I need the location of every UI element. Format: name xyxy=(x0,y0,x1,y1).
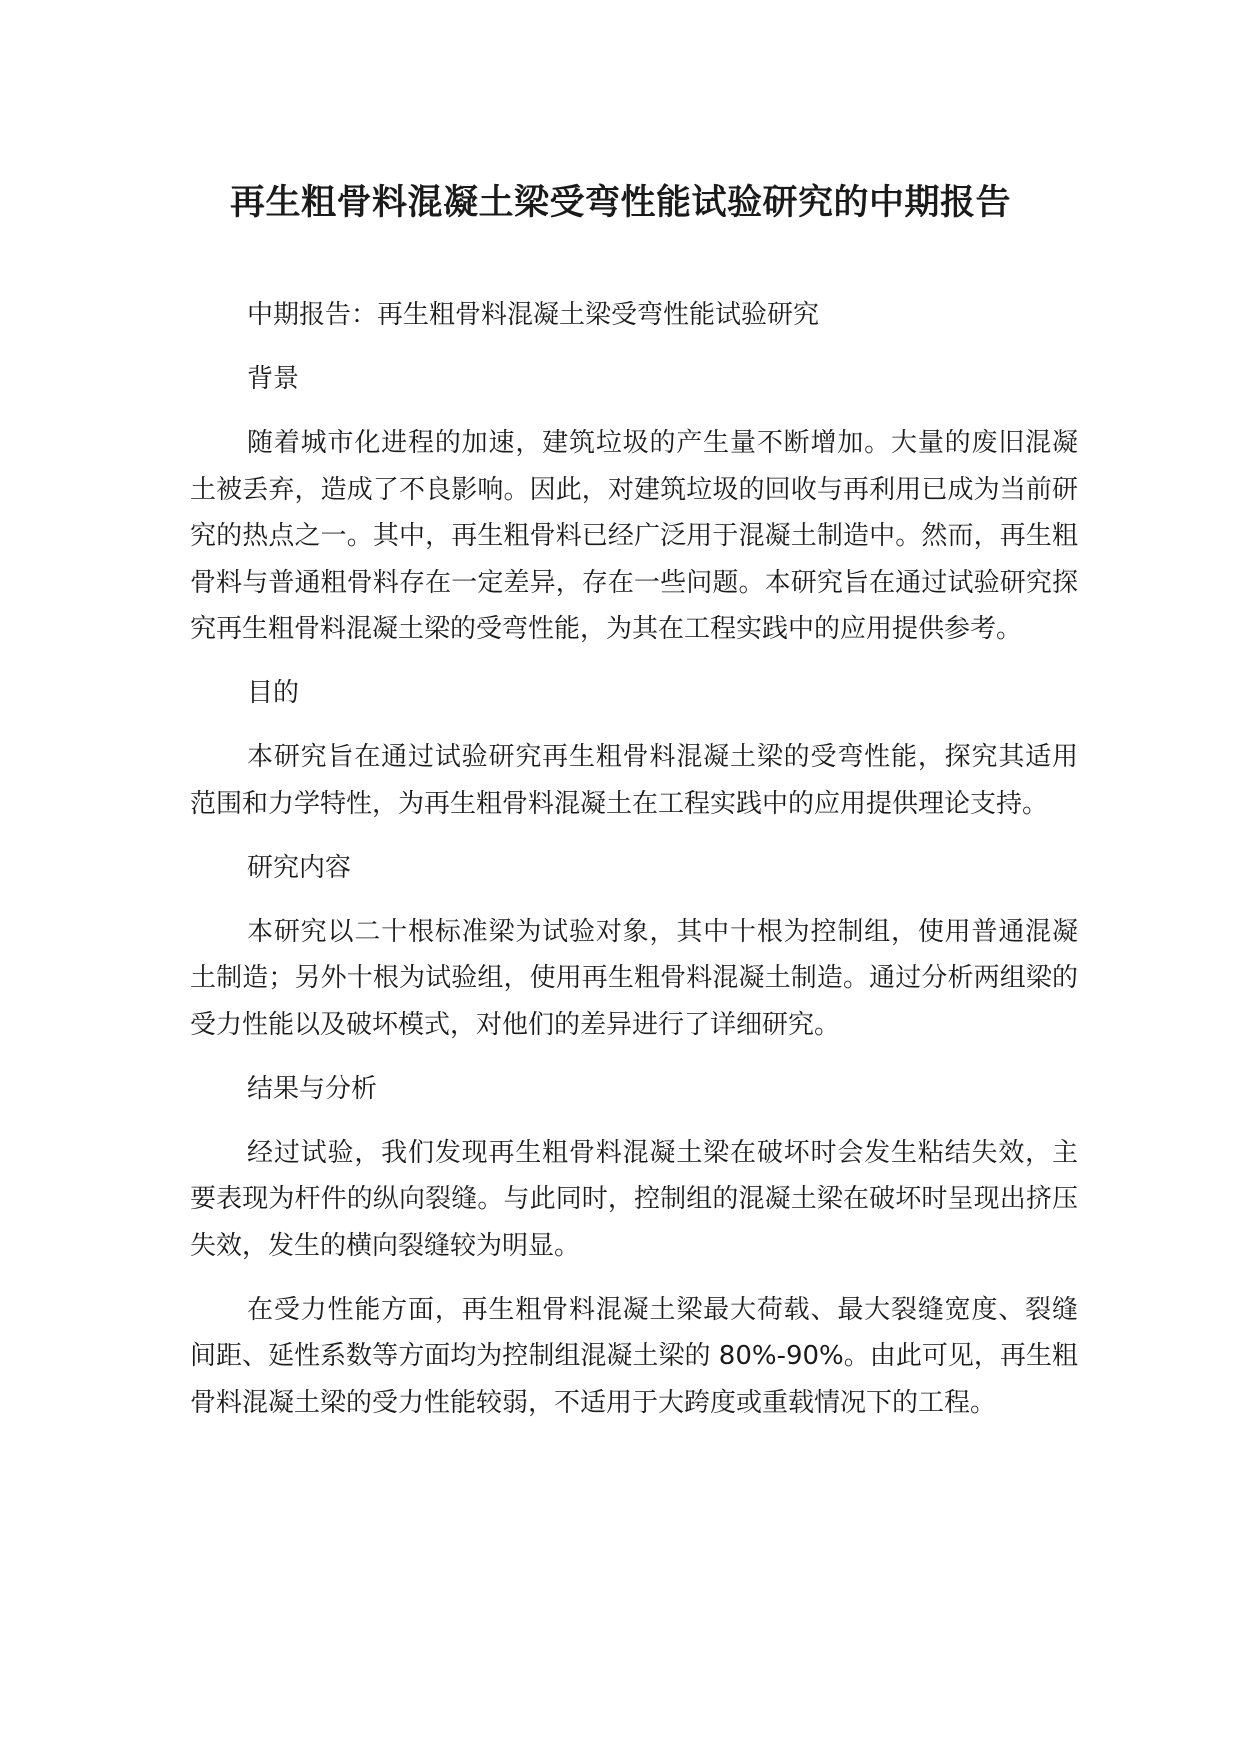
section-heading-results: 结果与分析 xyxy=(247,1073,378,1104)
section-heading-background: 背景 xyxy=(247,364,300,394)
section-heading-purpose: 目的 xyxy=(247,678,300,708)
content-paragraph: 本研究以二十根标准梁为试验对象，其中十根为控制组，使用普通混凝土制造；另外十根为试验组，使用再生粗骨料混凝土制造。通过分析两组梁的受力性能以及破坏模式，对他们的差异进行了详细研究。 xyxy=(190,916,1078,1040)
results-paragraph-1: 经过试验，我们发现再生粗骨料混凝土梁在破坏时会发生粘结失效，主要表现为杆件的纵向裂缝。与此同时，控制组的混凝土梁在破坏时呈现出挤压失效，发生的横向裂缝较为明显。 xyxy=(190,1137,1078,1261)
results-paragraph-2: 在受力性能方面，再生粗骨料混凝土梁最大荷载、最大裂缝宽度、裂缝间距、延性系数等方面均为控制组混凝土梁的 80%-90%。由此可见，再生粗骨料混凝土梁的受力性能较弱，不适用于大跨度或重载情况下的工程。 xyxy=(190,1294,1078,1418)
purpose-paragraph: 本研究旨在通过试验研究再生粗骨料混凝土梁的受弯性能，探究其适用范围和力学特性，为再生粗骨料混凝土在工程实践中的应用提供理论支持。 xyxy=(190,742,1078,819)
document-body xyxy=(190,292,1078,1444)
document-title: 再生粗骨料混凝土梁受弯性能试验研究的中期报告 xyxy=(229,183,1011,223)
section-heading-content: 研究内容 xyxy=(247,852,352,883)
background-paragraph: 随着城市化进程的加速，建筑垃圾的产生量不断增加。大量的废旧混凝土被丢弃，造成了不良影响。因此，对建筑垃圾的回收与再利用已成为当前研究的热点之一。其中，再生粗骨料已经广泛用于混凝土制造中。然而，再生粗骨料与普通粗骨料存在一定差异，存在一些问题。本研究旨在通过试验研究探究再生粗骨料混凝土梁的受弯性能，为其在工程实践中的应用提供参考。 xyxy=(190,428,1078,644)
report-subtitle: 中期报告：再生粗骨料混凝土梁受弯性能试验研究 xyxy=(247,300,820,330)
